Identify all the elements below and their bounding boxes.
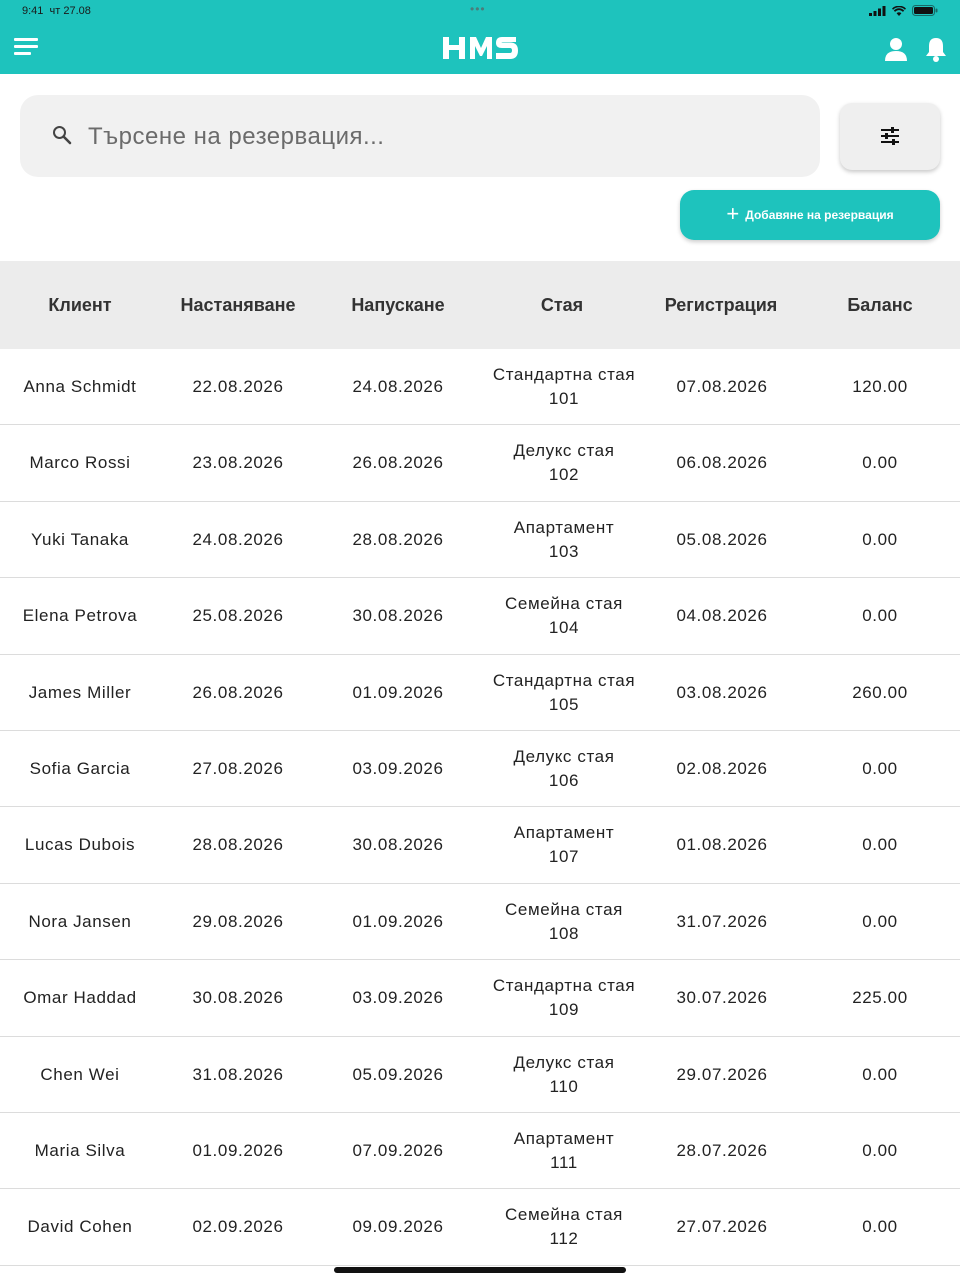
cell-checkin: 28.08.2026 [192, 835, 284, 855]
room-number: 101 [548, 389, 580, 408]
room-number: 108 [548, 923, 580, 943]
cell-checkout: 01.09.2026 [352, 682, 444, 702]
cell-room [484, 502, 644, 578]
header-checkin[interactable]: Настаняване [180, 294, 296, 315]
sliders-icon [880, 127, 900, 145]
filter-button[interactable] [840, 103, 940, 170]
room-type: Апартамент [513, 1128, 615, 1148]
cell-room [484, 578, 644, 654]
cell-balance: 0.00 [862, 606, 898, 626]
cell-registration: 05.08.2026 [676, 529, 768, 549]
room-number: 109 [548, 1000, 580, 1020]
header-checkout[interactable]: Напускане [351, 294, 445, 315]
cell-room [484, 807, 644, 883]
cell-checkin: 30.08.2026 [192, 988, 284, 1008]
cell-room [484, 731, 644, 807]
table-row[interactable] [0, 502, 960, 578]
cell-room [484, 349, 644, 425]
room-type: Стандартна стая [492, 976, 636, 996]
table-header [0, 261, 960, 349]
cell-client: Yuki Tanaka [31, 529, 129, 549]
cell-client: Anna Schmidt [23, 377, 137, 396]
cell-registration: 28.07.2026 [676, 1140, 768, 1160]
battery-icon [912, 5, 938, 16]
cell-balance: 120.00 [852, 377, 908, 396]
table-row[interactable] [0, 425, 960, 501]
cell-room [484, 1189, 644, 1265]
multitask-dots-icon[interactable]: ••• [470, 2, 486, 16]
wifi-icon [892, 6, 906, 16]
cell-checkout: 07.09.2026 [352, 1140, 444, 1160]
room-number: 104 [548, 618, 580, 638]
room-number: 112 [549, 1229, 579, 1249]
table-row[interactable] [0, 655, 960, 731]
cell-checkout: 26.08.2026 [352, 453, 444, 473]
cell-checkout: 30.08.2026 [352, 835, 444, 855]
cell-client: James Miller [28, 682, 132, 702]
system-icons [869, 5, 938, 16]
table-row[interactable] [0, 1113, 960, 1189]
cell-checkout: 05.09.2026 [352, 1064, 444, 1084]
cell-balance: 0.00 [862, 758, 898, 778]
cell-registration: 29.07.2026 [676, 1064, 768, 1084]
cell-checkout: 03.09.2026 [352, 988, 444, 1008]
cell-room [484, 655, 644, 731]
cell-registration: 27.07.2026 [676, 1217, 768, 1237]
cell-balance: 260.00 [852, 682, 908, 702]
cell-client: Nora Jansen [28, 911, 132, 931]
cell-balance: 0.00 [862, 835, 898, 855]
cell-room [484, 1113, 644, 1189]
cell-client: Marco Rossi [29, 453, 131, 473]
cell-client: Chen Wei [40, 1064, 120, 1084]
cell-checkin: 02.09.2026 [192, 1217, 284, 1237]
cell-room [484, 1037, 644, 1113]
room-type: Апартамент [513, 823, 615, 843]
add-reservation-button[interactable] [680, 190, 940, 240]
cell-checkout: 28.08.2026 [352, 529, 444, 549]
cell-registration: 30.07.2026 [676, 988, 768, 1008]
plus-icon: + [726, 201, 740, 226]
search-icon [52, 125, 72, 145]
cell-room [484, 884, 644, 960]
cell-client: Maria Silva [34, 1140, 126, 1160]
cell-room [484, 425, 644, 501]
cell-balance: 0.00 [862, 911, 898, 931]
cell-checkin: 29.08.2026 [192, 911, 284, 931]
cell-checkout: 03.09.2026 [352, 758, 444, 778]
hms-logo [430, 32, 530, 64]
cell-client: Lucas Dubois [24, 835, 136, 855]
cell-registration: 06.08.2026 [676, 453, 768, 473]
cell-checkout: 01.09.2026 [352, 911, 444, 931]
cell-checkin: 22.08.2026 [192, 377, 284, 396]
table-row[interactable] [0, 807, 960, 883]
cell-balance: 0.00 [862, 1217, 898, 1237]
user-icon[interactable] [884, 36, 910, 62]
cell-checkin: 31.08.2026 [192, 1064, 284, 1084]
room-type: Делукс стая [513, 1052, 615, 1072]
app-bar [0, 0, 960, 74]
room-number: 102 [548, 465, 580, 485]
cell-room [484, 960, 644, 1036]
header-balance[interactable]: Баланс [847, 294, 913, 315]
menu-icon[interactable] [14, 36, 40, 58]
room-number: 106 [548, 770, 580, 790]
cell-registration: 01.08.2026 [676, 835, 768, 855]
room-type: Семейна стая [505, 899, 623, 919]
signal-icon [869, 6, 886, 16]
cell-balance: 225.00 [852, 988, 908, 1008]
search-bar[interactable] [20, 95, 820, 177]
cell-checkin: 01.09.2026 [192, 1140, 284, 1160]
cell-registration: 03.08.2026 [676, 682, 768, 702]
cell-client: Elena Petrova [22, 606, 138, 626]
room-type: Делукс стая [513, 746, 615, 766]
cell-checkin: 25.08.2026 [192, 606, 284, 626]
table-row[interactable] [0, 1189, 960, 1265]
bell-icon[interactable] [924, 36, 950, 62]
status-bar [0, 0, 960, 22]
cell-client: Sofia Garcia [29, 758, 131, 778]
home-indicator[interactable] [334, 1267, 626, 1273]
reservations-table [0, 349, 960, 1266]
status-time: 9:41 чт 27.08 [22, 5, 91, 17]
cell-balance: 0.00 [862, 529, 898, 549]
room-number: 111 [550, 1152, 578, 1172]
header-room[interactable]: Стая [540, 294, 584, 315]
search-input[interactable] [86, 115, 810, 159]
table-row[interactable] [0, 731, 960, 807]
room-number: 105 [548, 694, 580, 714]
cell-checkin: 23.08.2026 [192, 453, 284, 473]
table-row[interactable] [0, 1037, 960, 1113]
table-row[interactable] [0, 960, 960, 1036]
room-type: Стандартна стая [492, 365, 636, 384]
room-type: Апартамент [513, 517, 615, 537]
add-reservation-label: Добавяне на резервация [745, 208, 894, 222]
cell-checkout: 30.08.2026 [352, 606, 444, 626]
room-type: Делукс стая [513, 441, 615, 461]
room-number: 110 [549, 1076, 579, 1096]
cell-balance: 0.00 [862, 1064, 898, 1084]
header-registration[interactable]: Регистрация [664, 294, 778, 315]
cell-balance: 0.00 [862, 1140, 898, 1160]
cell-registration: 31.07.2026 [676, 911, 768, 931]
room-type: Семейна стая [505, 594, 623, 614]
cell-client: Omar Haddad [23, 988, 137, 1008]
room-type: Стандартна стая [492, 670, 636, 690]
table-row[interactable] [0, 578, 960, 654]
room-type: Семейна стая [505, 1205, 623, 1225]
header-client[interactable]: Клиент [48, 294, 112, 315]
cell-balance: 0.00 [862, 453, 898, 473]
cell-client: David Cohen [27, 1217, 133, 1237]
table-row[interactable] [0, 884, 960, 960]
cell-registration: 07.08.2026 [676, 377, 768, 396]
table-row[interactable] [0, 349, 960, 425]
cell-checkout: 24.08.2026 [352, 377, 444, 396]
cell-checkin: 26.08.2026 [192, 682, 284, 702]
cell-registration: 02.08.2026 [676, 758, 768, 778]
room-number: 107 [548, 847, 580, 867]
room-number: 103 [548, 541, 580, 561]
cell-checkin: 27.08.2026 [192, 758, 284, 778]
cell-registration: 04.08.2026 [676, 606, 768, 626]
cell-checkout: 09.09.2026 [352, 1217, 444, 1237]
cell-checkin: 24.08.2026 [192, 529, 284, 549]
